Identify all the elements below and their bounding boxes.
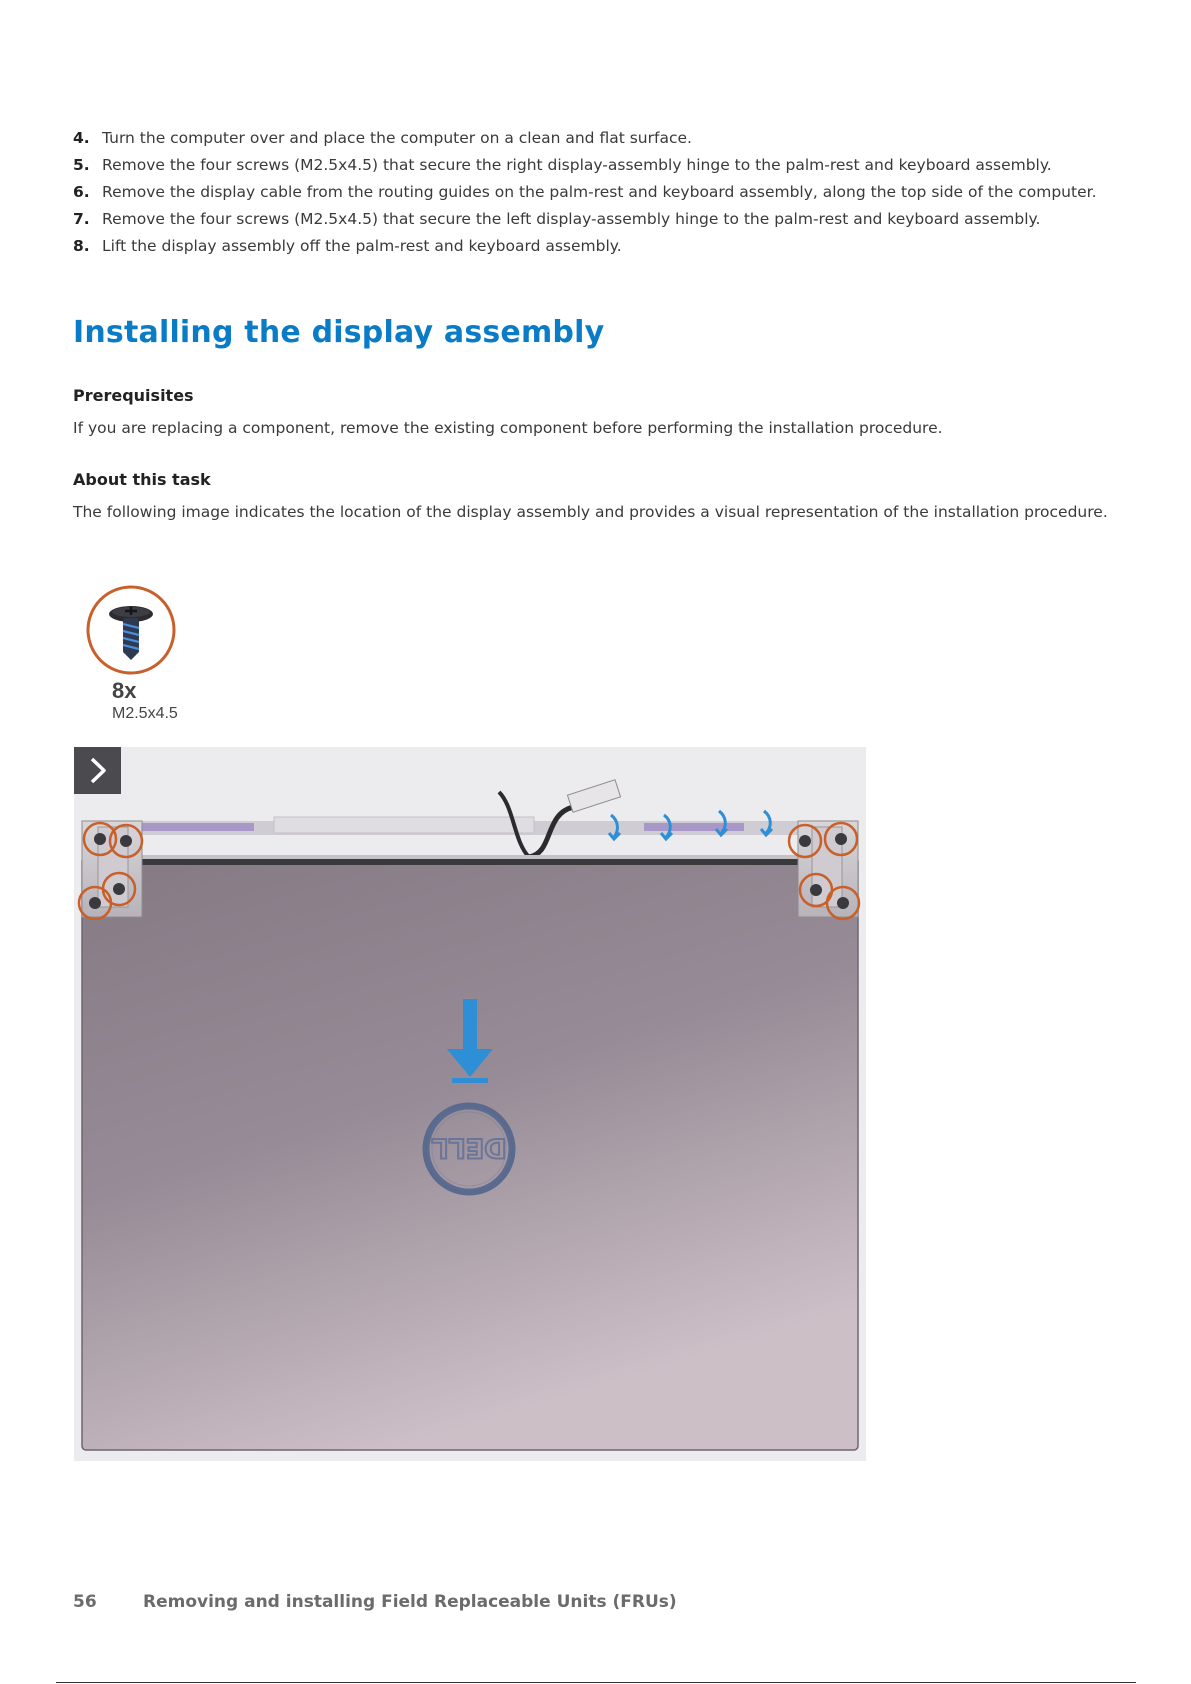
footer-rule <box>56 1682 1136 1683</box>
prerequisites-heading: Prerequisites <box>73 386 194 405</box>
step-text: Remove the display cable from the routing guides on the palm-rest and keyboard assembly, along the top side of the computer. <box>102 183 1097 201</box>
step-number: 4. <box>73 129 90 147</box>
prerequisites-text: If you are replacing a component, remove the existing component before performing the installation procedure. <box>73 419 943 437</box>
step-8 <box>73 236 1123 257</box>
step-5 <box>73 155 1123 176</box>
step-text: Remove the four screws (M2.5x4.5) that secure the left display-assembly hinge to the palm-rest and keyboard assembly. <box>102 210 1041 228</box>
section-title: Installing the display assembly <box>73 315 605 350</box>
step-badge <box>74 747 121 794</box>
step-number: 6. <box>73 183 90 201</box>
step-4 <box>73 128 1123 149</box>
step-7 <box>73 209 1123 230</box>
step-text: Turn the computer over and place the computer on a clean and flat surface. <box>102 129 692 147</box>
display-assembly-illustration <box>74 747 866 1461</box>
chapter-title: Removing and installing Field Replaceable Units (FRUs) <box>143 1592 677 1612</box>
screw-size-label: M2.5x4.5 <box>112 705 178 722</box>
screw-count: 8x <box>112 678 137 703</box>
about-task-heading: About this task <box>73 470 211 489</box>
logo-text: DELL <box>431 1132 507 1163</box>
about-task-text: The following image indicates the location of the display assembly and provides a visual representation of the installation procedure. <box>73 503 1108 521</box>
step-text: Remove the four screws (M2.5x4.5) that secure the right display-assembly hinge to the palm-rest and keyboard assembly. <box>102 156 1052 174</box>
step-text: Lift the display assembly off the palm-rest and keyboard assembly. <box>102 237 622 255</box>
step-6 <box>73 182 1102 203</box>
removal-steps-list <box>73 128 1123 263</box>
page-number: 56 <box>73 1592 97 1612</box>
step-number: 7. <box>73 210 90 228</box>
step-number: 8. <box>73 237 90 255</box>
screw-icon <box>85 584 177 676</box>
step-number: 5. <box>73 156 90 174</box>
